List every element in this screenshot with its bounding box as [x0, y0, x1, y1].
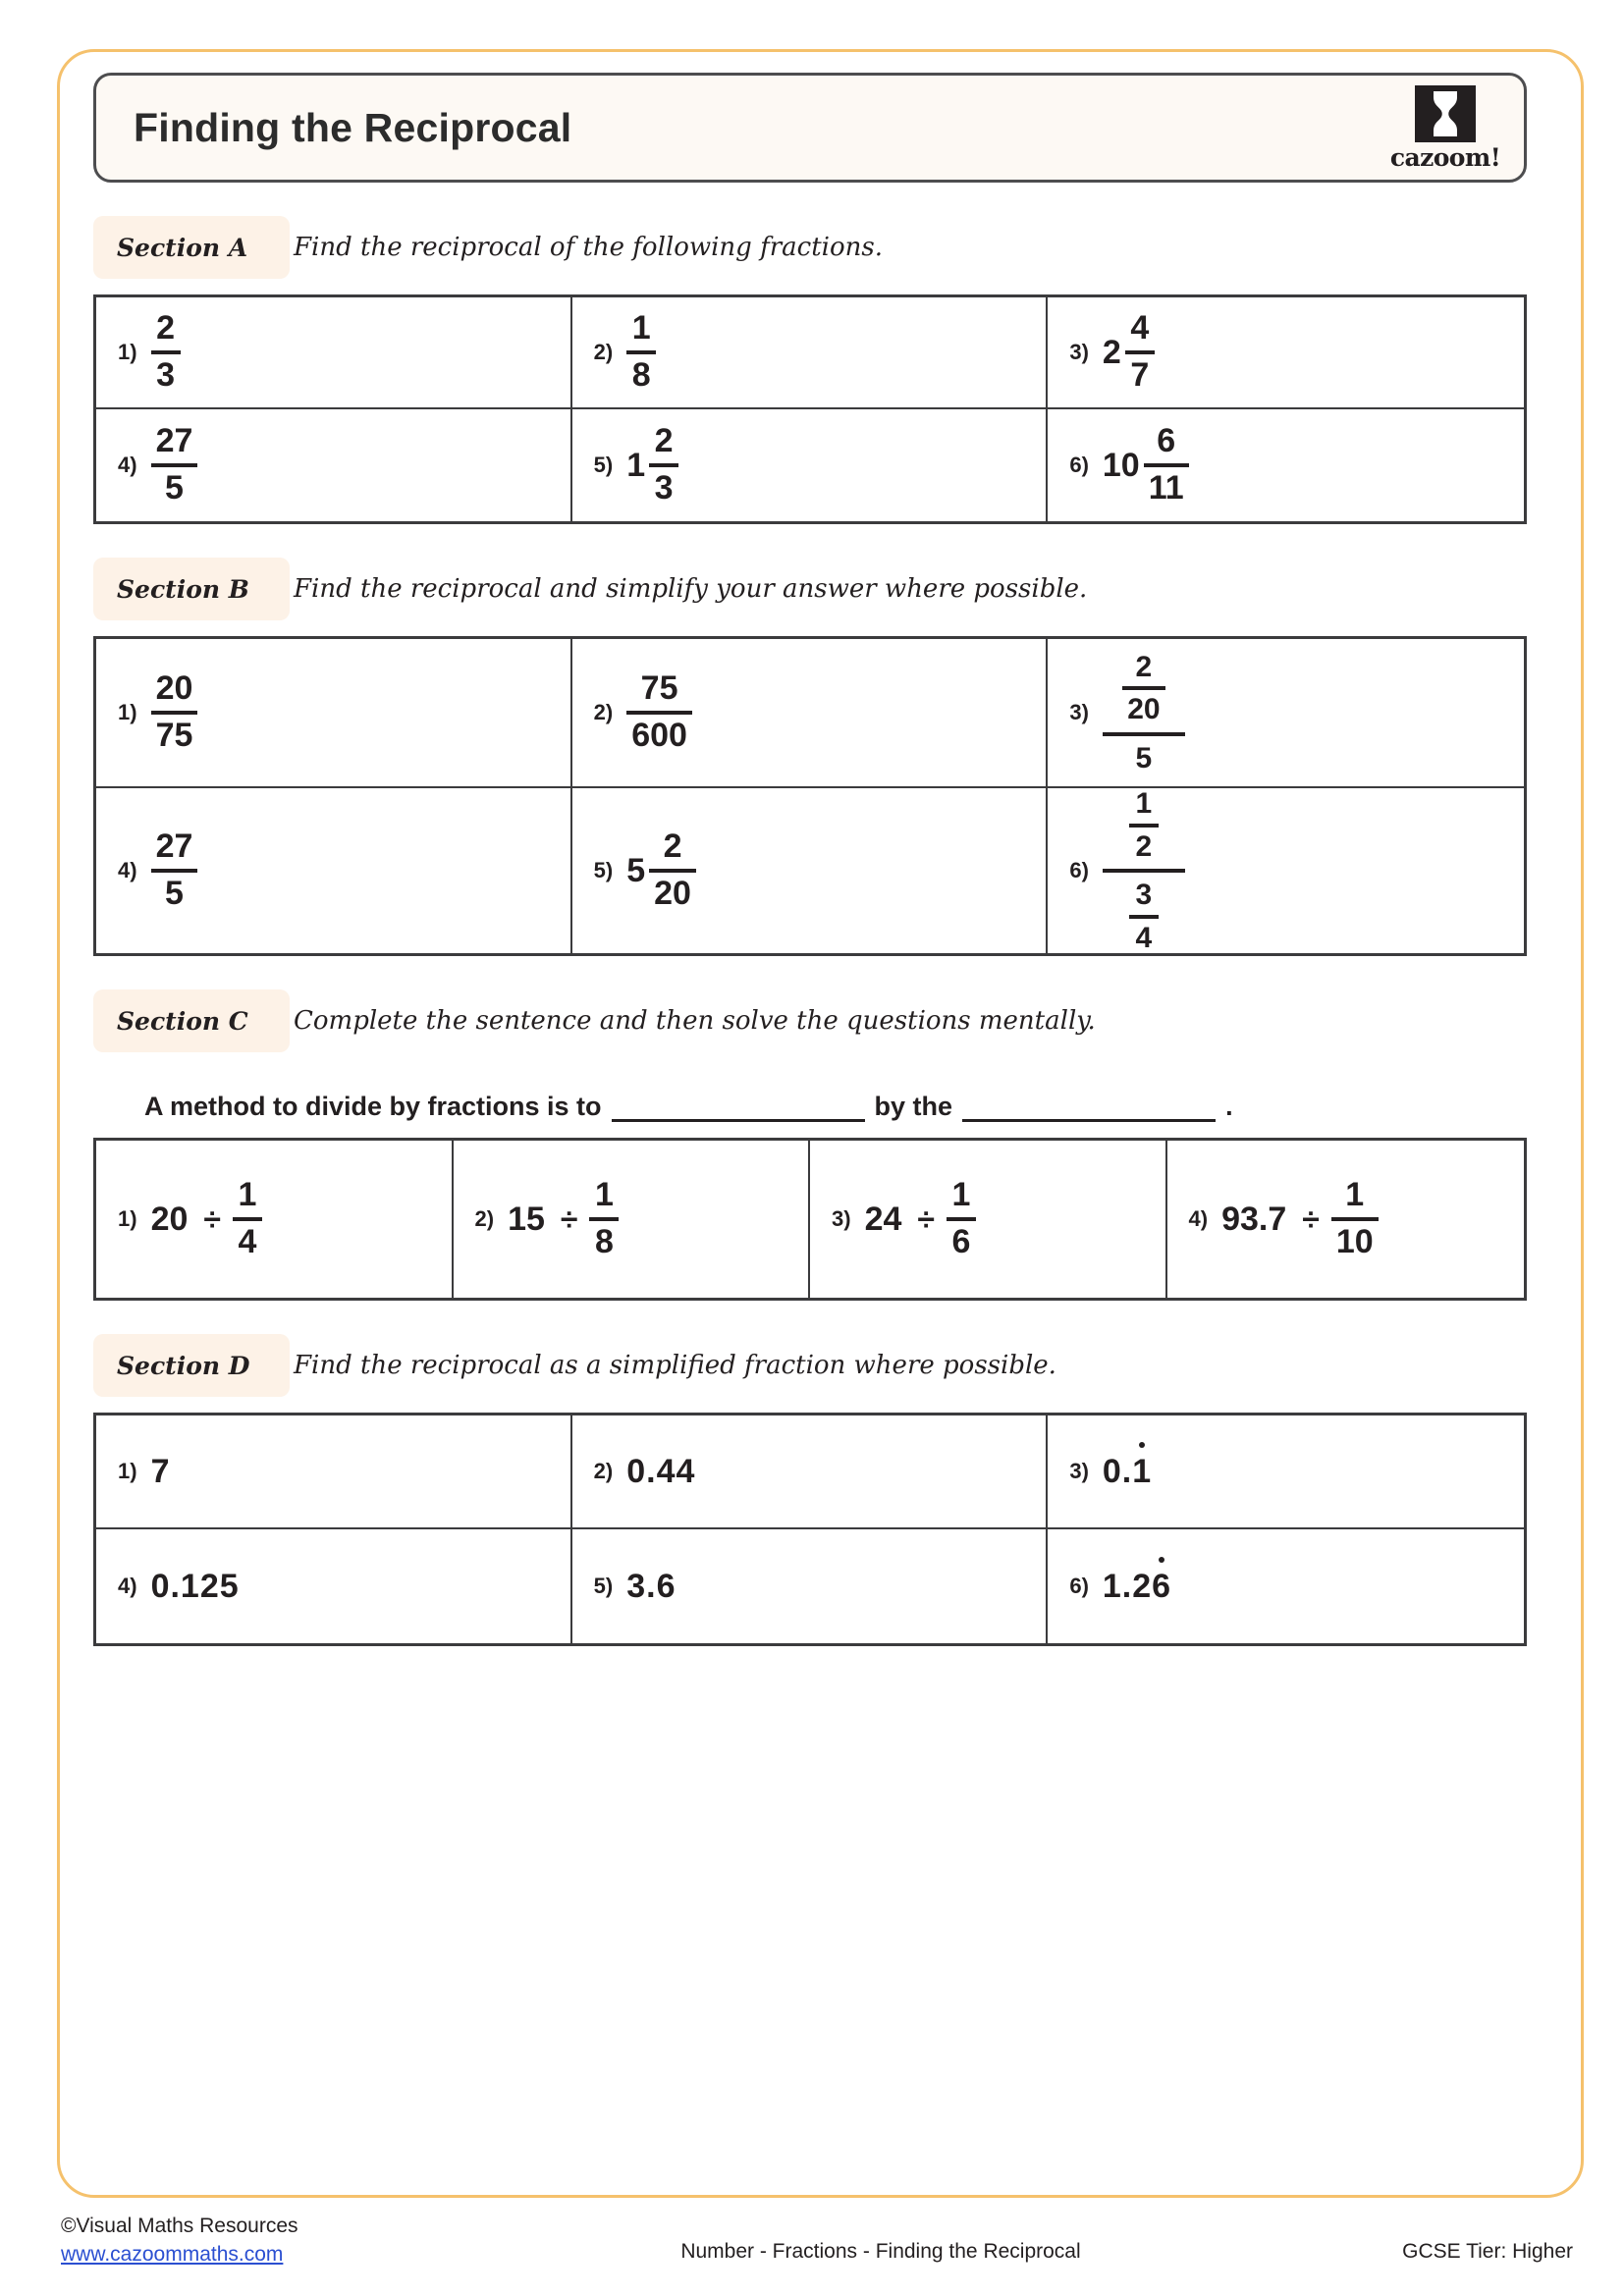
- fraction-numerator: 75: [640, 669, 678, 708]
- mixed-whole-number: 1: [626, 447, 646, 484]
- section-instruction: Find the reciprocal as a simplified fraction where possible.: [294, 1351, 1056, 1380]
- question-expression: [151, 424, 198, 506]
- section-header-a: [93, 216, 1527, 279]
- question-number: 6): [1069, 1574, 1089, 1598]
- mixed-whole-number: 10: [1102, 447, 1140, 484]
- question-cell: [1048, 409, 1524, 521]
- fraction: [233, 1178, 262, 1259]
- fraction-numerator: 1: [951, 1176, 971, 1214]
- question-expression: [1103, 652, 1185, 774]
- fraction: [151, 311, 181, 393]
- mixed-whole-number: 2: [1102, 334, 1121, 371]
- question-expression: [626, 1570, 676, 1603]
- fraction: [151, 424, 198, 506]
- recurring-dot-digit: 6: [1152, 1568, 1172, 1605]
- fraction-bar: [151, 350, 181, 354]
- question-grid-d: [93, 1413, 1527, 1646]
- fraction: [626, 311, 656, 393]
- fraction-numerator: 1: [238, 1176, 257, 1214]
- fraction-denominator: 75: [155, 717, 193, 754]
- fraction: [626, 671, 692, 753]
- dividend: 24: [864, 1201, 902, 1238]
- fraction-numerator: 1: [594, 1176, 614, 1214]
- cazoom-wordmark: cazoom!: [1389, 143, 1501, 172]
- fraction-numerator: 27: [155, 828, 193, 866]
- recurring-dot-digit: 1: [1132, 1453, 1153, 1490]
- question-cell: [572, 639, 1049, 788]
- question-number: 6): [1069, 858, 1089, 882]
- fraction-denominator: 5: [165, 469, 184, 507]
- complex-fraction-top: [1117, 652, 1169, 725]
- fraction-numerator: 27: [155, 422, 193, 460]
- question-expression: [151, 829, 198, 911]
- fraction: [151, 829, 198, 911]
- fraction-bar: [151, 869, 198, 873]
- section-header-d: [93, 1334, 1527, 1397]
- question-number: 5): [593, 858, 614, 882]
- fill-in-sentence: [144, 1092, 1527, 1122]
- fraction-bar: [1331, 1217, 1379, 1221]
- question-number: 4): [1188, 1206, 1209, 1231]
- fraction: [1129, 880, 1159, 953]
- sentence-part-1: A method to divide by fractions is to: [144, 1092, 602, 1121]
- question-expression: [151, 1570, 240, 1603]
- question-expression: [626, 671, 692, 753]
- fraction-bar: [649, 463, 678, 467]
- fraction: [589, 1178, 619, 1259]
- question-number: 3): [1069, 1459, 1089, 1483]
- fraction-denominator: 6: [951, 1223, 971, 1260]
- question-cell: [1048, 639, 1524, 788]
- fraction-denominator: 3: [654, 469, 674, 507]
- fraction-numerator: 2: [156, 309, 176, 347]
- fraction-denominator: 4: [1135, 921, 1153, 954]
- fraction-bar: [947, 1217, 976, 1221]
- page-footer: [61, 2215, 1573, 2267]
- fraction-numerator: 20: [155, 669, 193, 708]
- section-instruction: Find the reciprocal of the following fractions.: [294, 233, 883, 262]
- section-instruction: Complete the sentence and then solve the questions mentally.: [294, 1006, 1096, 1036]
- question-cell: [810, 1141, 1167, 1298]
- question-cell: [572, 297, 1049, 409]
- fraction: [649, 424, 678, 506]
- question-cell: [1048, 1529, 1524, 1643]
- question-cell: [572, 409, 1049, 521]
- sentence-blank-1[interactable]: [612, 1096, 865, 1122]
- sentence-part-3: .: [1225, 1092, 1233, 1121]
- fraction-numerator: 2: [663, 828, 682, 866]
- section-header-b: [93, 558, 1527, 620]
- section-label: Section B: [93, 558, 290, 620]
- question-expression: [1103, 424, 1189, 506]
- decimal-value: 0.44: [626, 1453, 696, 1490]
- question-number: 4): [118, 453, 137, 477]
- question-grid-b: [93, 636, 1527, 956]
- question-cell: [96, 1529, 572, 1643]
- question-expression: [626, 311, 656, 393]
- question-cell: [572, 1415, 1049, 1529]
- question-number: 4): [118, 858, 137, 882]
- question-expression: [1103, 1570, 1171, 1603]
- fraction: [151, 671, 198, 753]
- section-label: Section A: [93, 216, 290, 279]
- decimal-value: 7: [150, 1453, 171, 1490]
- fraction-numerator: 2: [654, 422, 674, 460]
- question-number: 3): [1069, 700, 1089, 724]
- question-cell: [1048, 788, 1524, 953]
- fraction-bar: [1122, 686, 1164, 690]
- complex-fraction-bottom: 5: [1135, 741, 1153, 774]
- decimal-value: 3.6: [626, 1568, 677, 1605]
- complex-fraction: [1103, 788, 1185, 953]
- section-instruction: Find the reciprocal and simplify your answer where possible.: [294, 574, 1088, 604]
- fraction-denominator: 7: [1130, 356, 1150, 394]
- question-grid-c: [93, 1138, 1527, 1301]
- question-cell: [572, 788, 1049, 953]
- recurring-decimal: 0.1: [1102, 1453, 1153, 1490]
- sentence-part-2: by the: [874, 1092, 953, 1121]
- question-expression: [1103, 311, 1155, 393]
- question-expression: [626, 1455, 695, 1488]
- question-number: 1): [118, 700, 137, 724]
- dividend: 93.7: [1221, 1201, 1287, 1238]
- sentence-blank-2[interactable]: [962, 1096, 1216, 1122]
- footer-topic: Number - Fractions - Finding the Reciprocal: [680, 2240, 1081, 2263]
- fraction-denominator: 8: [594, 1223, 614, 1260]
- footer-website-link[interactable]: www.cazoommaths.com: [61, 2243, 284, 2266]
- question-expression: [151, 671, 198, 753]
- question-expression: [626, 424, 678, 506]
- footer-copyright: ©Visual Maths Resources: [61, 2215, 298, 2237]
- division-operator: ÷: [917, 1201, 935, 1237]
- fraction: [649, 829, 696, 911]
- question-number: 6): [1069, 453, 1089, 477]
- fraction-bar: [626, 350, 656, 354]
- question-number: 2): [593, 1459, 614, 1483]
- fraction-denominator: 8: [631, 356, 651, 394]
- division-operator: ÷: [1302, 1201, 1320, 1237]
- fraction-denominator: 3: [156, 356, 176, 394]
- complex-fraction-bar: [1103, 869, 1185, 873]
- question-number: 2): [593, 340, 614, 364]
- fraction-numerator: 1: [631, 309, 651, 347]
- fraction-denominator: 10: [1335, 1223, 1374, 1260]
- question-cell: [572, 1529, 1049, 1643]
- fraction: [1331, 1178, 1379, 1259]
- question-expression: [1221, 1178, 1379, 1259]
- question-expression: [151, 311, 181, 393]
- title-bar: [93, 73, 1527, 183]
- question-cell: [96, 409, 572, 521]
- fraction-denominator: 20: [1127, 693, 1161, 726]
- fraction-bar: [151, 463, 198, 467]
- question-number: 5): [593, 1574, 614, 1598]
- question-number: 2): [474, 1206, 495, 1231]
- question-expression: [1103, 1455, 1152, 1488]
- fraction-bar: [626, 711, 692, 715]
- question-cell: [454, 1141, 811, 1298]
- worksheet-content: [93, 73, 1527, 1646]
- dividend: 20: [150, 1201, 189, 1238]
- question-cell: [1048, 297, 1524, 409]
- question-number: 1): [118, 1206, 137, 1231]
- question-number: 3): [832, 1206, 851, 1231]
- question-cell: [96, 297, 572, 409]
- question-cell: [1167, 1141, 1525, 1298]
- cazoom-goblet-icon: [1415, 85, 1476, 142]
- footer-tier: GCSE Tier: Higher: [1402, 2240, 1573, 2263]
- fraction-bar: [1125, 350, 1155, 354]
- section-label: Section D: [93, 1334, 290, 1397]
- question-cell: [96, 1415, 572, 1529]
- question-expression: [151, 1178, 262, 1259]
- question-number: 4): [118, 1574, 137, 1598]
- fraction-numerator: 2: [1135, 650, 1153, 683]
- fraction-numerator: 1: [1135, 787, 1153, 820]
- fraction-bar: [233, 1217, 262, 1221]
- question-number: 3): [1069, 340, 1089, 364]
- question-cell: [1048, 1415, 1524, 1529]
- fraction: [947, 1178, 976, 1259]
- section-label: Section C: [93, 989, 290, 1052]
- fraction: [1122, 652, 1164, 725]
- question-expression: [865, 1178, 976, 1259]
- complex-fraction-top: [1124, 788, 1164, 862]
- question-cell: [96, 788, 572, 953]
- cazoom-logo: [1389, 85, 1501, 172]
- decimal-value: 0.125: [150, 1568, 240, 1605]
- fraction-denominator: 4: [238, 1223, 257, 1260]
- fraction: [1129, 788, 1159, 862]
- question-expression: [626, 829, 696, 911]
- complex-fraction: [1103, 652, 1185, 774]
- fraction-numerator: 1: [1345, 1176, 1365, 1214]
- question-grid-a: [93, 294, 1527, 524]
- fraction-bar: [1129, 915, 1159, 919]
- question-number: 1): [118, 1459, 137, 1483]
- question-expression: [151, 1455, 171, 1488]
- fraction-denominator: 5: [165, 875, 184, 912]
- fraction: [1125, 311, 1155, 393]
- fraction-bar: [1144, 463, 1189, 467]
- complex-fraction-bar: [1103, 732, 1185, 736]
- fraction-bar: [151, 711, 198, 715]
- fraction-bar: [1129, 824, 1159, 828]
- question-number: 1): [118, 340, 137, 364]
- fraction-bar: [649, 869, 696, 873]
- fraction-numerator: 6: [1157, 422, 1176, 460]
- dividend: 15: [508, 1201, 545, 1238]
- question-cell: [96, 639, 572, 788]
- fraction-denominator: 11: [1148, 469, 1184, 507]
- mixed-whole-number: 5: [626, 852, 646, 889]
- division-operator: ÷: [203, 1201, 221, 1237]
- division-operator: ÷: [560, 1201, 578, 1237]
- fraction: [1144, 424, 1189, 506]
- fraction-denominator: 600: [631, 717, 687, 754]
- fraction-denominator: 20: [654, 875, 691, 912]
- fraction-numerator: 4: [1130, 309, 1150, 347]
- complex-fraction-bottom: [1124, 880, 1164, 953]
- fraction-denominator: 2: [1135, 829, 1153, 863]
- recurring-decimal: 1.26: [1102, 1568, 1172, 1605]
- question-expression: [1103, 788, 1185, 953]
- page-title: Finding the Reciprocal: [134, 104, 572, 150]
- section-header-c: [93, 989, 1527, 1052]
- fraction-numerator: 3: [1135, 879, 1153, 911]
- question-cell: [96, 1141, 454, 1298]
- fraction-bar: [589, 1217, 619, 1221]
- question-number: 2): [593, 700, 614, 724]
- question-expression: [508, 1178, 619, 1259]
- question-number: 5): [593, 453, 614, 477]
